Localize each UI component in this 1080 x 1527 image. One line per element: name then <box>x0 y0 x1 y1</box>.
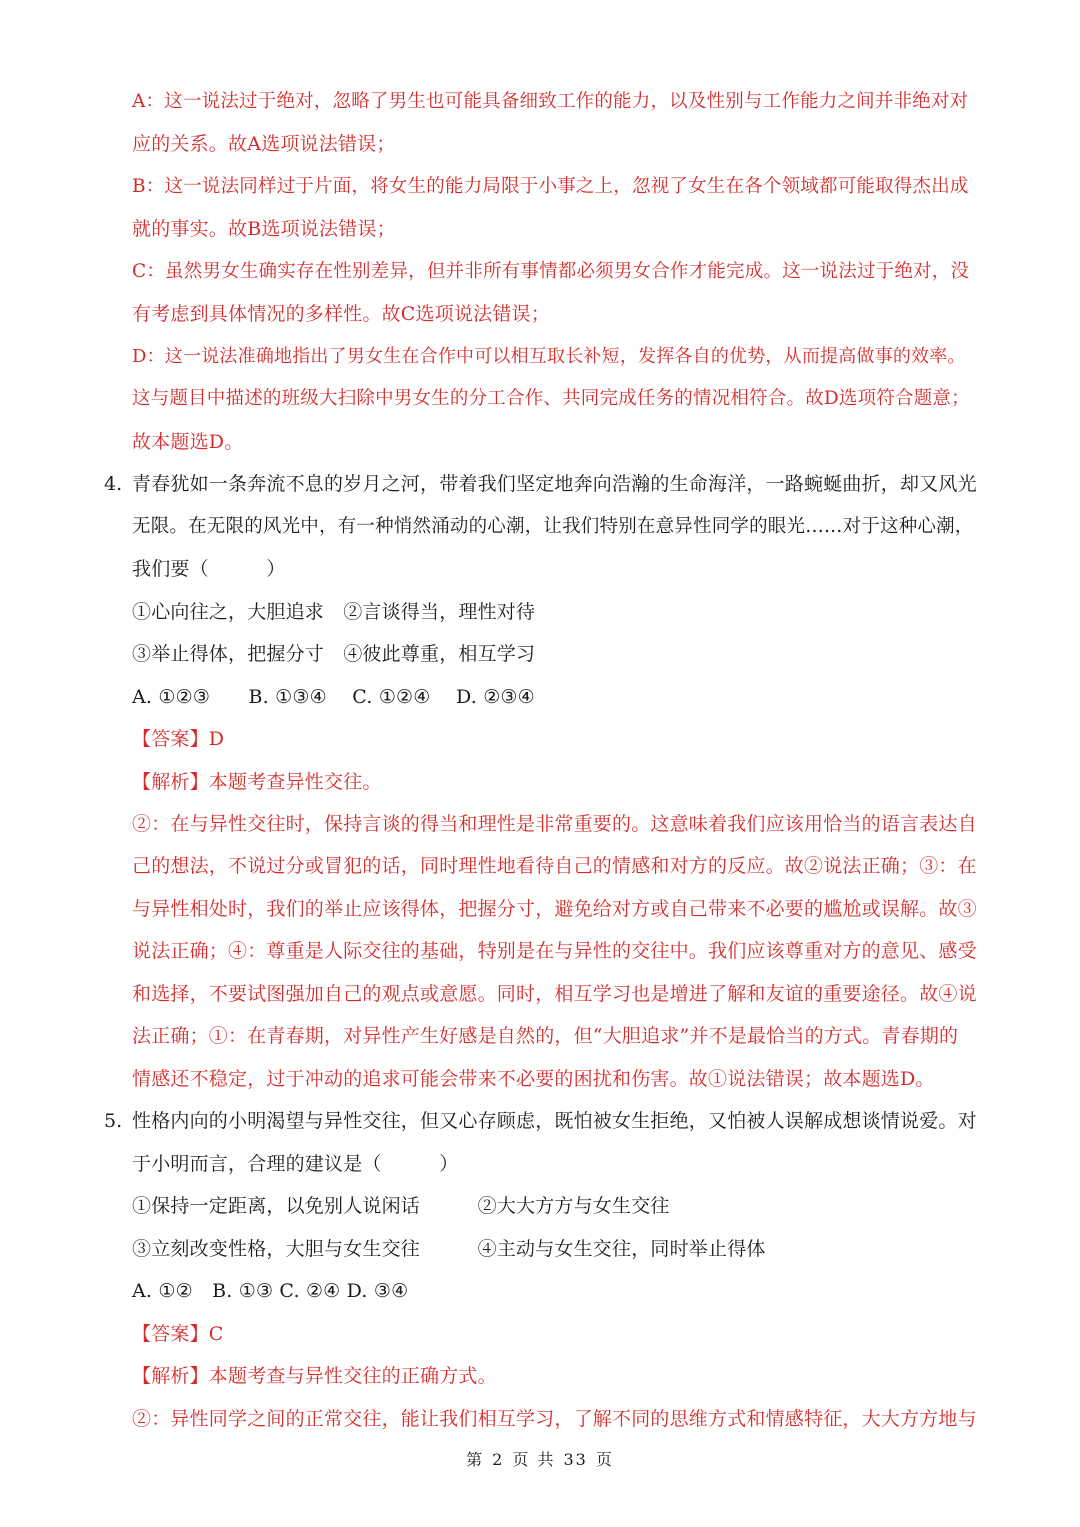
q4-answer: 【答案】D <box>132 728 225 750</box>
footer-suffix: 页 <box>595 1450 614 1469</box>
q4-analysis-line-5: 和选择，不要试图强加自己的观点或意愿。同时，相互学习也是增进了解和友谊的重要途径。故④说 <box>132 983 977 1005</box>
q4-statements-row-2: ③举止得体，把握分寸 ④彼此尊重，相互学习 <box>132 643 536 665</box>
prev-analysis-line-1: A：这一说法过于绝对，忽略了男生也可能具备细致工作的能力，以及性别与工作能力之间并非绝对对 <box>132 91 969 112</box>
q4-options: A. ①②③ B. ①③④ C. ①②④ D. ②③④ <box>132 686 535 708</box>
q4-analysis-line-6: 法正确；①：在青春期，对异性产生好感是自然的，但“大胆追求”并不是最恰当的方式。青春期的 <box>132 1025 959 1047</box>
q4-analysis-title: 【解析】本题考查异性交往。 <box>132 771 382 793</box>
q5-answer: 【答案】C <box>132 1323 224 1345</box>
prev-analysis-line-5: C：虽然男女生确实存在性别差异，但并非所有事情都必须男女合作才能完成。这一说法过于绝对，没 <box>132 261 970 282</box>
q5-statements-row-1: ①保持一定距离，以免别人说闲话 ②大大方方与女生交往 <box>132 1195 670 1217</box>
prev-analysis-line-9: 故本题选D。 <box>132 431 244 453</box>
footer-total-pages: 33 <box>563 1450 588 1469</box>
q4-analysis-line-7: 情感还不稳定，过于冲动的追求可能会带来不必要的困扰和伤害。故①说法错误；故本题选D。 <box>132 1068 935 1090</box>
q4-analysis-line-2: 己的想法，不说过分或冒犯的话，同时理性地看待自己的情感和对方的反应。故②说法正确；③：在 <box>132 855 977 877</box>
q4-analysis-line-3: 与异性相处时，我们的举止应该得体，把握分寸，避免给对方或自己带来不必要的尴尬或误解。故③ <box>132 898 977 920</box>
q4-stem-line-1: 青春犹如一条奔流不息的岁月之河，带着我们坚定地奔向浩瀚的生命海洋，一路蜿蜒曲折，却又风光 <box>132 473 977 495</box>
prev-analysis-line-3: B：这一说法同样过于片面，将女生的能力局限于小事之上，忽视了女生在各个领域都可能取得杰出成 <box>132 176 969 197</box>
q5-analysis-line-1: ②：异性同学之间的正常交往，能让我们相互学习，了解不同的思维方式和情感特征，大大方方地与 <box>132 1408 977 1430</box>
q5-analysis-title: 【解析】本题考查与异性交往的正确方式。 <box>132 1365 497 1387</box>
q5-number: 5. <box>104 1110 123 1132</box>
footer-middle: 页 共 <box>512 1450 556 1469</box>
q5-statements-row-2: ③立刻改变性格，大胆与女生交往 ④主动与女生交往，同时举止得体 <box>132 1238 766 1260</box>
q5-options: A. ①② B. ①③ C. ②④ D. ③④ <box>132 1280 409 1302</box>
page-footer <box>0 1450 1080 1470</box>
q4-analysis-line-4: 说法正确；④：尊重是人际交往的基础，特别是在与异性的交往中。我们应该尊重对方的意见、感受 <box>132 940 977 962</box>
prev-analysis-line-6: 有考虑到具体情况的多样性。故C选项说法错误； <box>132 303 550 325</box>
footer-prefix: 第 <box>466 1450 485 1469</box>
q5-stem-line-1: 性格内向的小明渴望与异性交往，但又心存顾虑，既怕被女生拒绝，又怕被人误解成想谈情说爱。对 <box>132 1110 977 1132</box>
q4-analysis-line-1: ②：在与异性交往时，保持言谈的得当和理性是非常重要的。这意味着我们应该用恰当的语言表达自 <box>132 813 977 835</box>
q4-stem-line-2: 无限。在无限的风光中，有一种悄然涌动的心潮，让我们特别在意异性同学的眼光……对于这种心潮， <box>132 516 974 537</box>
prev-analysis-line-4: 就的事实。故B选项说法错误； <box>132 218 396 240</box>
footer-page-number: 2 <box>492 1450 505 1469</box>
prev-analysis-line-8: 这与题目中描述的班级大扫除中男女生的分工合作、共同完成任务的情况相符合。故D选项符合题意； <box>132 388 970 409</box>
q4-stem-line-3: 我们要（ ） <box>132 558 286 580</box>
prev-analysis-line-7: D：这一说法准确地指出了男女生在合作中可以相互取长补短，发挥各自的优势，从而提高做事的效率。 <box>132 346 966 367</box>
q5-stem-line-2: 于小明而言，合理的建议是（ ） <box>132 1153 459 1175</box>
prev-analysis-line-2: 应的关系。故A选项说法错误； <box>132 133 396 155</box>
q4-statements-row-1: ①心向往之，大胆追求 ②言谈得当，理性对待 <box>132 601 536 623</box>
q4-number: 4. <box>104 473 123 495</box>
